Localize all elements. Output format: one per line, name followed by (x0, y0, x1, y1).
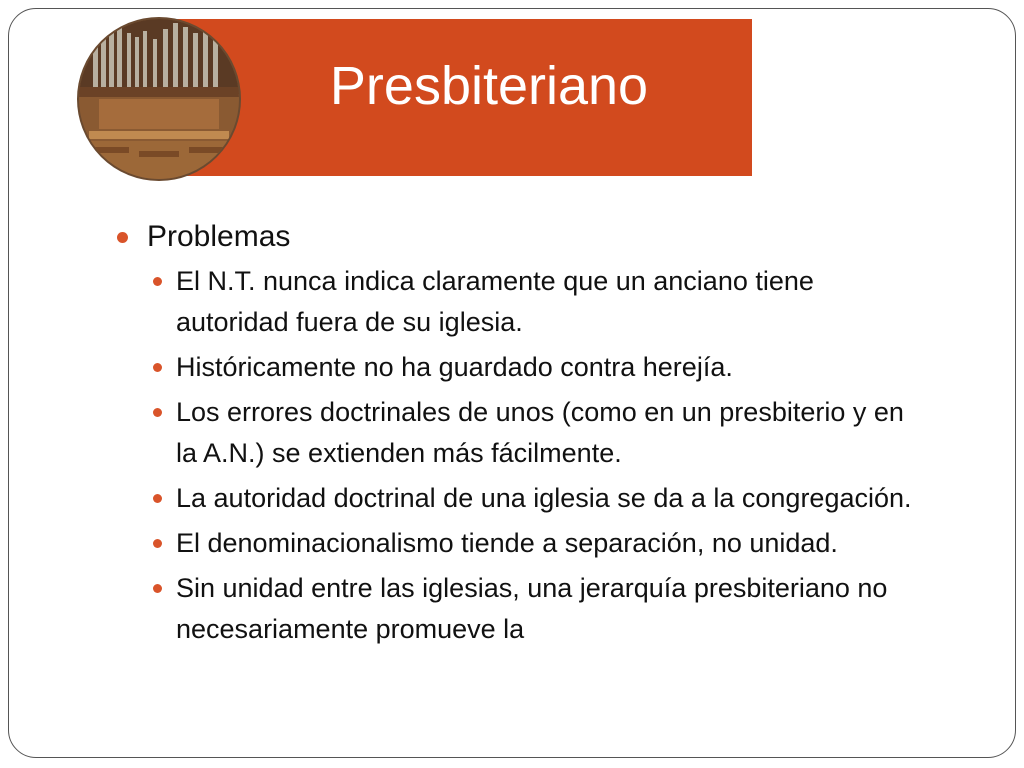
sub-bullet-text: El N.T. nunca indica claramente que un anciano tiene autoridad fuera de su iglesia. (176, 266, 814, 337)
slide-title: Presbiteriano (329, 56, 649, 116)
bullet-item (109, 217, 929, 257)
sub-bullet-item (109, 523, 929, 564)
bullet-dot-icon (153, 363, 162, 372)
organ-photo (77, 17, 241, 181)
sub-bullet-text: Históricamente no ha guardado contra herejía. (176, 352, 733, 382)
sub-bullet-text: Sin unidad entre las iglesias, una jerarquía presbiteriano no necesariamente promueve la (176, 573, 888, 644)
sub-bullet-text: El denominacionalismo tiende a separación, no unidad. (176, 528, 838, 558)
sub-bullet-text: Los errores doctrinales de unos (como en un presbiterio y en la A.N.) se extienden más fácilmente. (176, 397, 904, 468)
bullet-text: Problemas (147, 220, 291, 253)
sub-bullet-item (109, 261, 929, 343)
sub-bullet-item (109, 392, 929, 474)
bullet-dot-icon (153, 277, 162, 286)
bullet-dot-icon (117, 232, 128, 243)
slide-frame (8, 8, 1016, 758)
bullet-dot-icon (153, 408, 162, 417)
sub-bullet-item (109, 347, 929, 388)
sub-bullet-item (109, 568, 929, 650)
bullet-dot-icon (153, 539, 162, 548)
bullet-dot-icon (153, 584, 162, 593)
sub-bullet-item (109, 478, 929, 519)
bullet-dot-icon (153, 494, 162, 503)
slide-content (109, 217, 929, 654)
sub-bullet-text: La autoridad doctrinal de una iglesia se da a la congregación. (176, 483, 912, 513)
organ-photo-image (79, 19, 239, 179)
